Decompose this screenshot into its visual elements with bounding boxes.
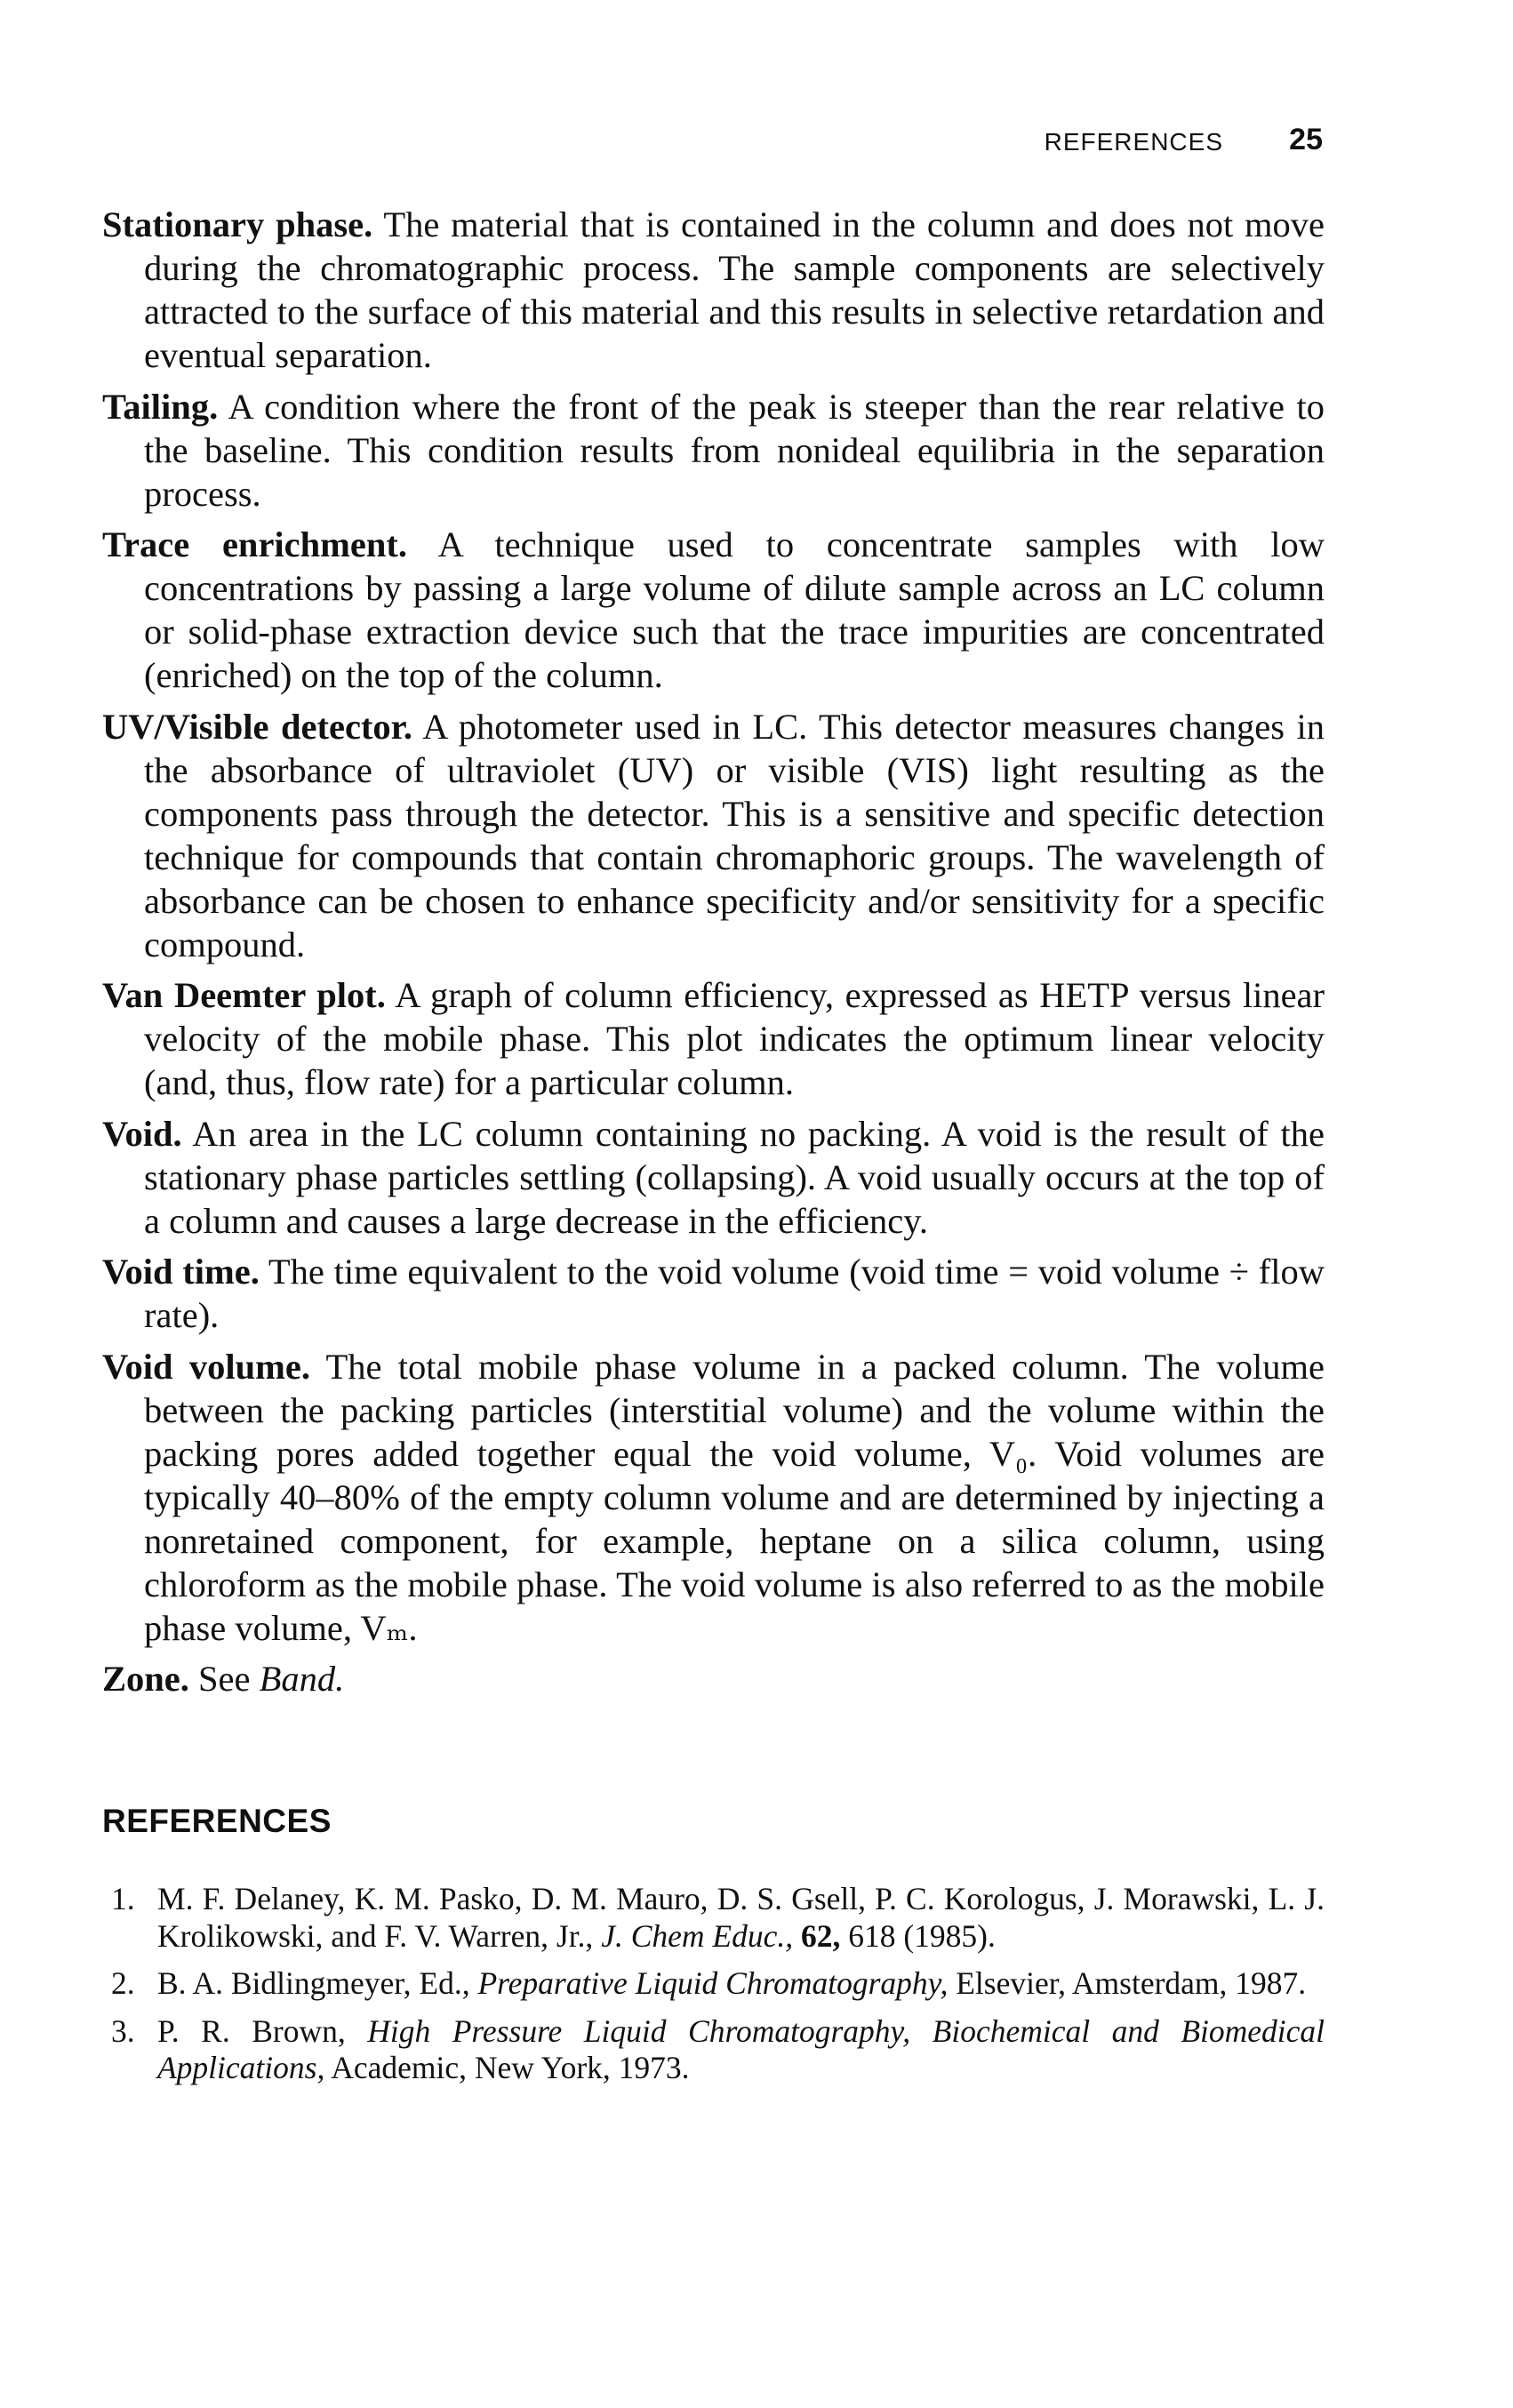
glossary-entry-tailing (102, 385, 1325, 516)
reference-publisher: Elsevier, Amsterdam, 1987. (956, 1965, 1307, 2001)
glossary-definition: A condition where the front of the peak is steeper than the rear relative to the baseline. This condition results from nonideal equilibria in the separation process. (144, 386, 1325, 514)
cross-reference: Band. (259, 1659, 345, 1699)
reference-journal: J. Chem Educ., (601, 1917, 794, 1954)
glossary-definition: The material that is contained in the column and does not move during the chromatographic process. The sample components are selectively attracted to the surface of this material and this results in selective retardation and eventual separation. (144, 204, 1325, 375)
glossary-definition: A technique used to concentrate samples with low concentrations by passing a large volume of dilute sample across an LC column or solid-phase extraction device such that the trace impurities are concentrated (enriched) on the top of the column. (144, 524, 1325, 695)
see-label: See (198, 1659, 251, 1699)
reference-item (102, 1965, 1325, 2003)
page-number: 25 (1289, 123, 1323, 156)
glossary-term: Van Deemter plot. (102, 975, 386, 1015)
glossary-entry-van-deemter-plot (102, 973, 1325, 1104)
glossary-definition: The total mobile phase volume in a packed column. The volume between the packing particles (interstitial volume) and the volume within the packing pores added together equal the void volume, V₀. Void volumes are typically 40–80% of the empty column volume and are determined by injecting a nonretained component, for example, heptane on a silica column, using chloroform as the mobile phase. The void volume is also referred to as the mobile phase volume, Vₘ. (144, 1346, 1325, 1648)
glossary-term: Void volume. (102, 1346, 310, 1387)
glossary (102, 203, 1325, 1708)
glossary-term: UV/Visible detector. (102, 706, 413, 747)
glossary-definition: A graph of column efficiency, expressed as HETP versus linear velocity of the mobile phase. This plot indicates the optimum linear velocity (and, thus, flow rate) for a particular column. (144, 975, 1325, 1102)
reference-publisher: Academic, New York, 1973. (331, 2050, 690, 2085)
glossary-term: Tailing. (102, 386, 219, 427)
glossary-entry-void (102, 1112, 1325, 1243)
glossary-entry-zone (102, 1657, 1325, 1700)
reference-number: 1. (111, 1881, 135, 1916)
glossary-term: Zone. (102, 1659, 189, 1699)
reference-authors: P. R. Brown, (157, 2012, 346, 2049)
glossary-entry-trace-enrichment (102, 523, 1325, 697)
glossary-entry-void-time (102, 1250, 1325, 1337)
glossary-definition: A photometer used in LC. This detector measures changes in the absorbance of ultraviolet (UV) or visible (VIS) light resulting as the components pass through the detector. This is a sensitive and specific detection technique for compounds that contain chromaphoric groups. The wavelength of absorbance can be chosen to enhance specificity and/or sensitivity for a specific compound. (144, 706, 1325, 964)
reference-authors: M. F. Delaney, K. M. Pasko, D. M. Mauro, D. S. Gsell, P. C. Korologus, J. Morawski, L. J. Krolikowski, and F. V. Warren, Jr., (157, 1881, 1325, 1954)
reference-volume: 62, (800, 1917, 841, 1954)
reference-list (102, 1881, 1325, 2098)
reference-title: Preparative Liquid Chromatography, (477, 1965, 949, 2001)
reference-pages-year: 618 (1985). (848, 1917, 996, 1954)
running-head-title: REFERENCES (1044, 128, 1223, 156)
glossary-definition: The time equivalent to the void volume (void time = void volume ÷ flow rate). (144, 1252, 1325, 1335)
glossary-term: Trace enrichment. (102, 524, 408, 564)
references-heading: REFERENCES (102, 1803, 332, 1839)
reference-number: 2. (111, 1965, 135, 2001)
glossary-term: Void time. (102, 1252, 260, 1292)
glossary-definition: An area in the LC column containing no packing. A void is the result of the stationary phase particles settling (collapsing). A void usually occurs at the top of a column and causes a large decrease in the efficiency. (144, 1113, 1325, 1241)
reference-item (102, 2013, 1325, 2087)
glossary-entry-void-volume (102, 1345, 1325, 1650)
glossary-entry-uv-visible-detector (102, 705, 1325, 966)
reference-authors: B. A. Bidlingmeyer, Ed., (157, 1965, 470, 2001)
glossary-term: Void. (102, 1113, 182, 1154)
reference-number: 3. (111, 2012, 135, 2049)
glossary-entry-stationary-phase (102, 203, 1325, 377)
running-head (0, 123, 1323, 164)
reference-item (102, 1881, 1325, 1955)
reference-title: High Pressure Liquid Chromatography, Biochemical and Biomedical Applications, (157, 2012, 1325, 2085)
glossary-term: Stationary phase. (102, 204, 373, 244)
